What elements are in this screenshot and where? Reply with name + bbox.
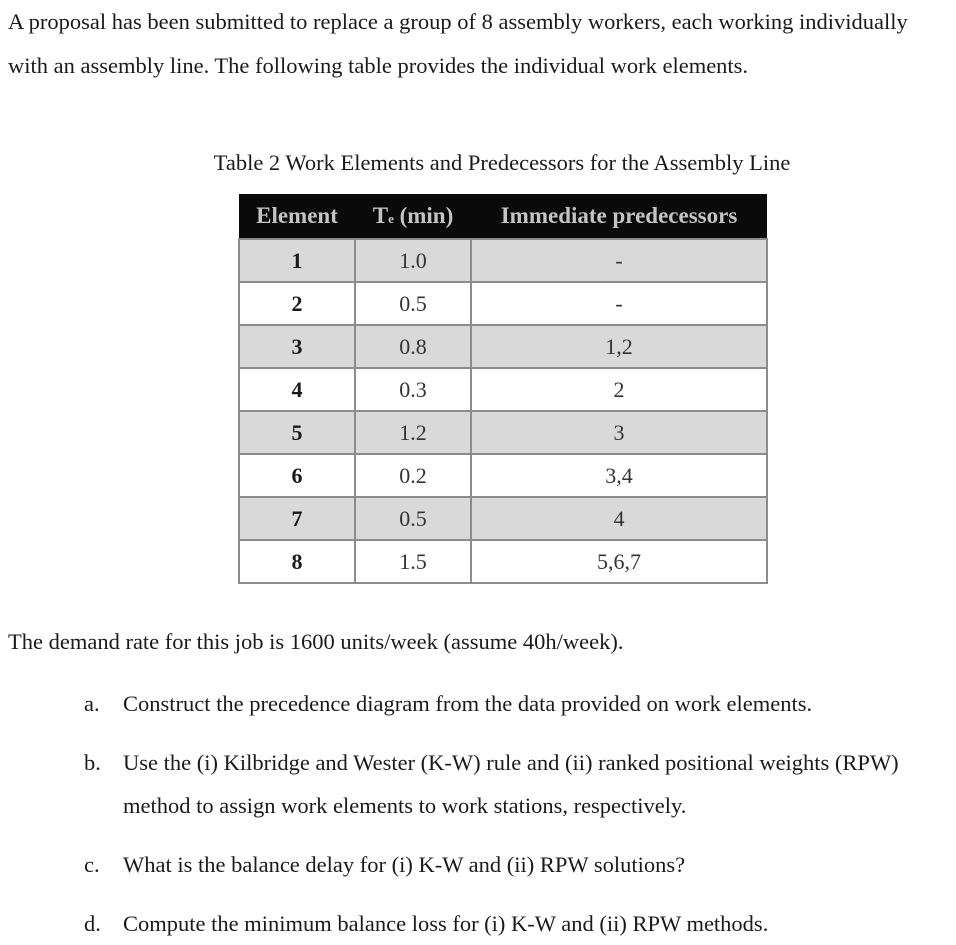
table-caption: Table 2 Work Elements and Predecessors for the Assembly Line xyxy=(213,150,791,175)
table-row xyxy=(239,239,767,282)
cell-predecessors: 1,2 xyxy=(471,325,767,368)
question-text: Construct the precedence diagram from the data provided on work elements. xyxy=(123,691,813,716)
question-text: Use the (i) Kilbridge and Wester (K-W) rule and (ii) ranked positional weights (RPW) method to assign work elements to work stations, respectively. xyxy=(123,750,899,818)
cell-predecessors: 3 xyxy=(471,411,767,454)
cell-element: 2 xyxy=(239,282,355,325)
cell-element: 8 xyxy=(239,540,355,583)
demand-statement: The demand rate for this job is 1600 units/week (assume 40h/week). xyxy=(8,629,624,654)
question-label: c. xyxy=(84,852,100,877)
question-label: d. xyxy=(84,911,101,936)
question-label: a. xyxy=(84,691,100,716)
cell-te: 0.8 xyxy=(355,325,471,368)
question-a xyxy=(84,682,954,725)
cell-element: 5 xyxy=(239,411,355,454)
question-label: b. xyxy=(84,750,101,775)
cell-te: 0.5 xyxy=(355,497,471,540)
cell-element: 1 xyxy=(239,239,355,282)
cell-predecessors: - xyxy=(471,282,767,325)
intro-paragraph: A proposal has been submitted to replace a group of 8 assembly workers, each working individually with an assembly line. The following table provides the individual work elements. xyxy=(8,9,908,78)
question-d xyxy=(84,902,954,945)
table-row xyxy=(239,411,767,454)
table-row xyxy=(239,497,767,540)
header-te-sub: e xyxy=(388,211,394,226)
cell-element: 3 xyxy=(239,325,355,368)
question-c xyxy=(84,843,954,886)
table-row xyxy=(239,325,767,368)
header-element: Element xyxy=(239,194,355,239)
cell-predecessors: 4 xyxy=(471,497,767,540)
cell-element: 4 xyxy=(239,368,355,411)
cell-te: 0.3 xyxy=(355,368,471,411)
question-b xyxy=(84,741,954,827)
work-elements-table xyxy=(238,194,768,584)
cell-te: 1.2 xyxy=(355,411,471,454)
cell-predecessors: 3,4 xyxy=(471,454,767,497)
question-text: What is the balance delay for (i) K-W and (ii) RPW solutions? xyxy=(123,852,686,877)
cell-predecessors: 2 xyxy=(471,368,767,411)
table-header-row xyxy=(239,194,767,239)
header-te-main: T xyxy=(372,203,389,228)
cell-te: 0.2 xyxy=(355,454,471,497)
cell-predecessors: - xyxy=(471,239,767,282)
question-text: Compute the minimum balance loss for (i) K-W and (ii) RPW methods. xyxy=(123,911,769,936)
table-row xyxy=(239,282,767,325)
cell-te: 0.5 xyxy=(355,282,471,325)
header-te-unit: (min) xyxy=(393,203,454,228)
header-te xyxy=(355,194,471,239)
cell-element: 7 xyxy=(239,497,355,540)
table-row xyxy=(239,368,767,411)
cell-element: 6 xyxy=(239,454,355,497)
cell-te: 1.5 xyxy=(355,540,471,583)
header-predecessors: Immediate predecessors xyxy=(471,194,767,239)
cell-te: 1.0 xyxy=(355,239,471,282)
table-row xyxy=(239,540,767,583)
cell-predecessors: 5,6,7 xyxy=(471,540,767,583)
table-row xyxy=(239,454,767,497)
